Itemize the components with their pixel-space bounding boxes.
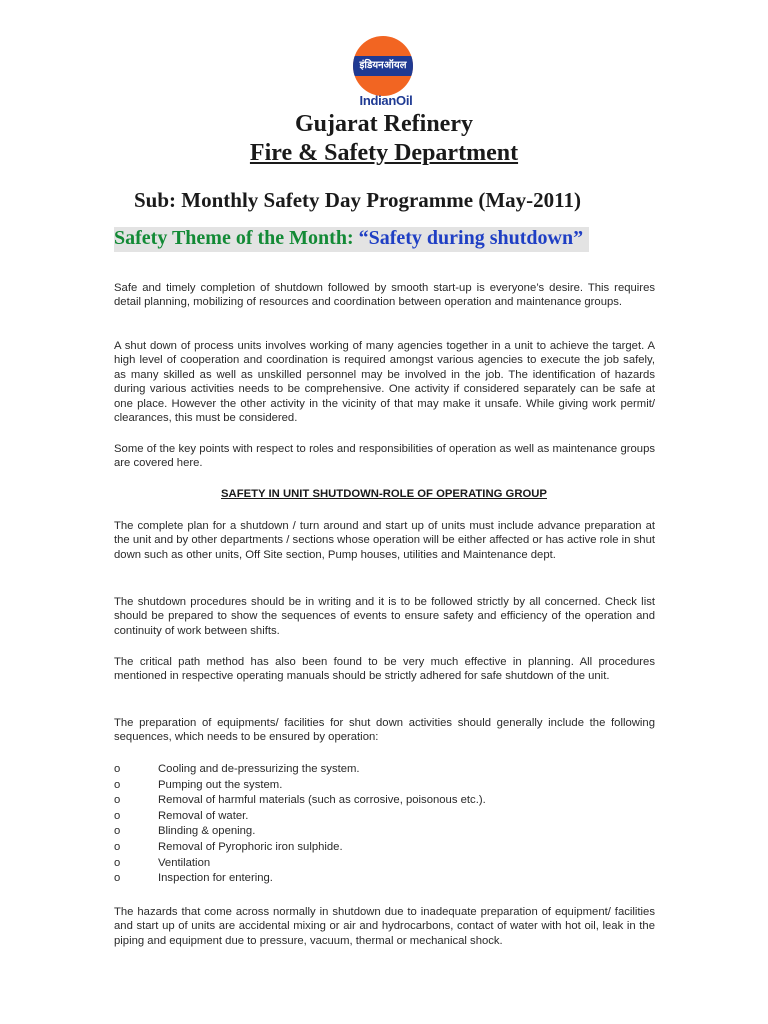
list-item-text: Removal of water. (158, 809, 249, 822)
list-item-text: Ventilation (158, 856, 211, 869)
logo-emblem (353, 36, 413, 96)
list-marker: o (114, 763, 121, 775)
safety-theme (114, 227, 589, 252)
list-marker: o (114, 840, 121, 853)
list-item-text: Removal of harmful materials (such as corrosive, poisonous etc.). (158, 794, 486, 807)
list-item (114, 778, 655, 794)
preparation-sequence-list (114, 762, 655, 887)
list-item (114, 824, 655, 840)
list-item (114, 793, 655, 809)
logo-wordmark: IndianOil (359, 93, 413, 108)
department-title: Fire & Safety Department (249, 140, 519, 166)
paragraph-hazards: The hazards that come across normally in shutdown due to inadequate preparation of equipment/ facilities and start up of units are accidental mixing or air and hydrocarbons, contact of water with hot oil, leak in the piping and equipment due to pressure, vacuum, thermal or mechanical shock. (114, 906, 655, 947)
list-item-text: Cooling and de-pressurizing the system. (158, 763, 360, 775)
list-marker: o (114, 872, 121, 885)
list-marker: o (114, 825, 121, 838)
list-item-text: Pumping out the system. (158, 778, 283, 791)
list-item (114, 840, 655, 856)
paragraph-key-points: Some of the key points with respect to roles and responsibilities of operation as well as maintenance groups are covered here. (114, 443, 655, 470)
paragraph-preparation: The preparation of equipments/ facilities for shut down activities should generally include the following sequences, which needs to be ensured by operation: (114, 717, 655, 744)
paragraph-complete-plan: The complete plan for a shutdown / turn around and start up of units must include advance preparation at the unit and by other departments / sections whose operation will be either affected or has active role in shut down such as other units, Off Site section, Pump houses, utilities and Maintenance dept. (114, 520, 655, 561)
list-item (114, 809, 655, 825)
paragraph-critical-path: The critical path method has also been found to be very much effective in planning. All procedures mentioned in respective operating manuals should be strictly adhered for safe shutdown of the unit. (114, 656, 655, 683)
list-item-text: Removal of Pyrophoric iron sulphide. (158, 840, 343, 853)
list-item (114, 871, 655, 887)
list-marker: o (114, 809, 121, 822)
list-marker: o (114, 778, 121, 791)
section-title: SAFETY IN UNIT SHUTDOWN-ROLE OF OPERATING GROUP (221, 488, 547, 500)
refinery-title: Gujarat Refinery (295, 111, 473, 137)
paragraph-shutdown-agencies: A shut down of process units involves working of many agencies together in a unit to achieve the target. A high level of cooperation and coordination is required amongst various agencies to execute the job safely, as many skilled as well as unskilled personnel may be involved in the job. The identification of hazards during various activities needs to be comprehensive. One activity if considered separately can be safe at one place. However the other activity in the vicinity of that may make it unsafe. While giving work permit/ clearances, this must be considered. (114, 340, 655, 425)
list-item (114, 762, 655, 778)
paragraph-procedures: The shutdown procedures should be in writing and it is to be followed strictly by all concerned. Check list should be prepared to show the sequences of events to ensure safety and efficiency of the operation and continuity of work between shifts. (114, 596, 655, 637)
theme-prefix: Safety Theme of the Month: (114, 227, 359, 249)
list-item-text: Inspection for entering. (158, 872, 273, 885)
list-item-text: Blinding & opening. (158, 825, 256, 838)
logo-band-text: इंडियनऑयल (353, 56, 413, 76)
list-item (114, 856, 655, 872)
indianoil-logo (344, 36, 428, 106)
subject-line: Sub: Monthly Safety Day Programme (May-2011) (134, 188, 581, 212)
theme-title: “Safety during shutdown” (358, 227, 584, 249)
paragraph-intro: Safe and timely completion of shutdown followed by smooth start-up is everyone’s desire. This requires detail planning, mobilizing of resources and coordination between operation and maintenance groups. (114, 282, 655, 309)
list-marker: o (114, 856, 121, 869)
list-marker: o (114, 794, 121, 807)
